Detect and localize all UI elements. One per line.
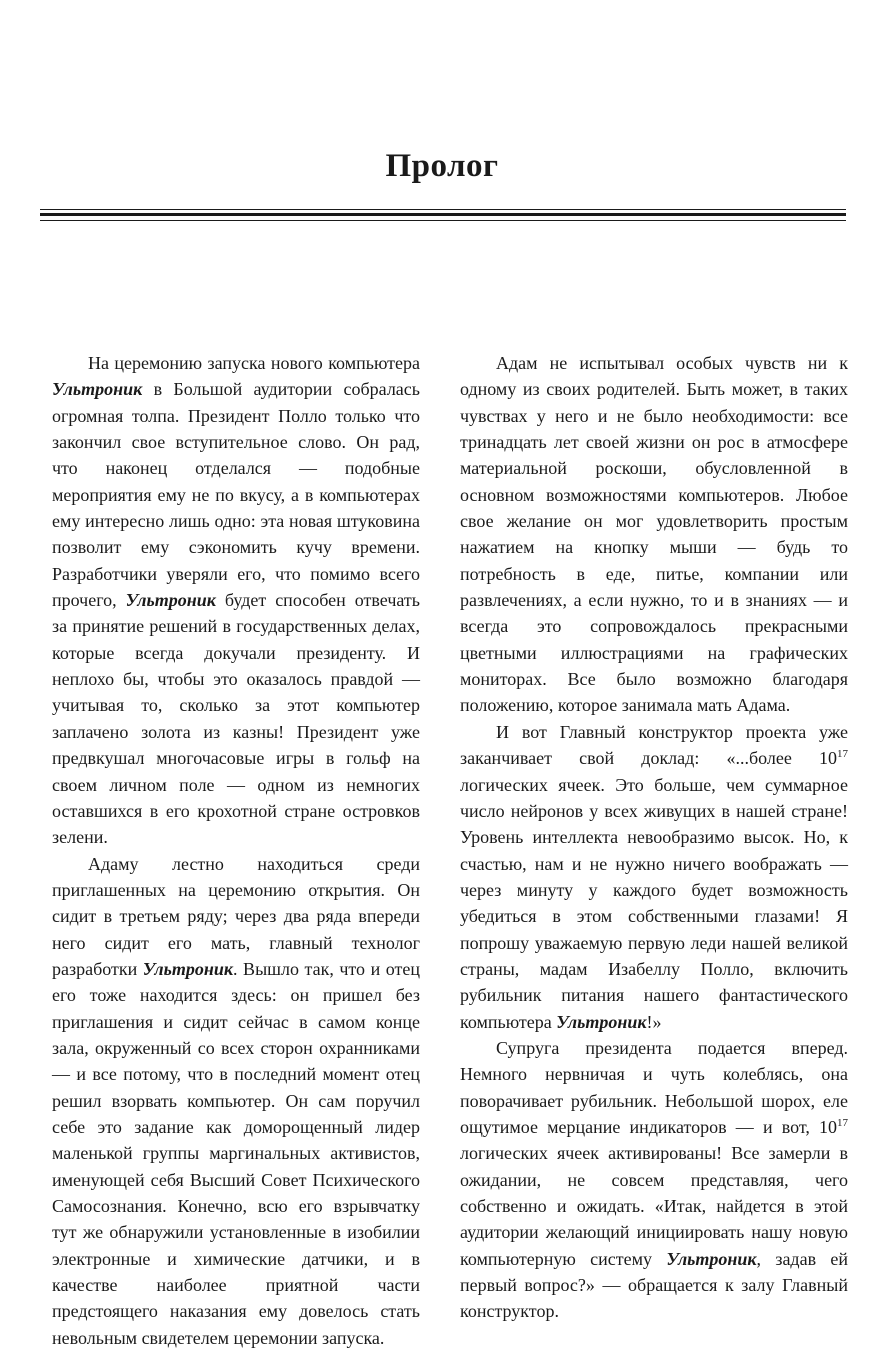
superscript: 17 <box>837 1116 848 1129</box>
paragraph: И вот Главный конструктор проекта уже заканчивает свой доклад: «...более $10^{17}$ логических ячеек. Это больше, чем суммарное число нейронов у всех живущих в нашей стране! Уровень интеллекта невообразимо высок. Но, к счастью, нам и не нужно ничего воображать — через минуту у каждого будет возможность убедиться в этом собственными глазами! Я попрошу уважаемую первую леди нашей великой страны, мадам Изабеллу Полло, включить рубильник питания нашего фантастического компьютера Ультроник!» <box>460 721 848 1032</box>
emphasis: Ультроник <box>142 958 234 979</box>
emphasis: Ультроник <box>556 1011 647 1032</box>
header-rule-middle <box>40 213 846 216</box>
page-title: Пролог <box>385 148 499 184</box>
paragraph: Адаму лестно находиться среди приглашенных на церемонию открытия. Он сидит в третьем ряду; через два ряда впереди него сидит его мать, главный технолог разработки Ультроник. Вышло так, что и отец его тоже находится здесь: он пришел без приглашения и сидит сейчас в самом конце зала, окруженный со всех сторон охранниками — и все потому, что в последний момент отец решил взорвать компьютер. Он сам поручил себе это задание как доморощенный лидер маленькой группы маргинальных активистов, именующей себя Высший Совет Психического Самосознания. Конечно, всю его взрывчатку тут же обнаружили установленные в изобилии электронные и химические датчики, и в качестве наиболее приятной части предстоящего наказания ему довелось стать невольным свидетелем церемонии запуска. <box>52 853 421 1348</box>
header-rule-bottom <box>40 220 846 221</box>
emphasis: Ультроник <box>52 379 143 400</box>
superscript: 17 <box>837 748 848 761</box>
header-rule-top <box>40 209 846 210</box>
emphasis: Ультроник <box>666 1248 757 1269</box>
paragraph: Супруга президента подается вперед. Немного нервничая и чуть колеблясь, она поворачивает рубильник. Небольшой шорох, еле ощутимое мерцание индикаторов — и вот, $10^{17}$ логических ячеек активированы! Все замерли в ожидании, не совсем представляя, чего собственно и ожидать. «Итак, найдется в этой аудитории желающий инициировать нашу новую компьютерную систему Ультроник, задав ей первый вопрос?» — обращается к залу Главный конструктор. <box>460 1037 848 1322</box>
paragraph: На церемонию запуска нового компьютера Ультроник в Большой аудитории собралась огромная толпа. Президент Полло только что закончил свое вступительное слово. Он рад, что наконец отделался — подобные мероприятия ему не по вкусу, а в компьютерах ему интересно лишь одно: эта новая штуковина позволит ему сэкономить кучу времени. Разработчики уверяли его, что помимо всего прочего, Ультроник будет способен отвечать за принятие решений в государственных делах, которые всегда докучали президенту. И неплохо бы, чтобы это оказалось правдой — учитывая то, сколько за этот компьютер заплачено золота из казны! Президент уже предвкушал многочасовые игры в гольф на своем личном поле — одном из немногих оставшихся в его крохотной стране островков зелени. <box>52 353 420 848</box>
left-column <box>52 350 420 1351</box>
emphasis: Ультроник <box>125 590 216 611</box>
paragraph: Адам не испытывал особых чувств ни к одному из своих родителей. Быть может, в таких чувствах у него и не было необходимости: все тринадцать лет своей жизни он рос в атмосфере материальной роскоши, обусловленной в основном возможностями компьютеров. Любое свое желание он мог удовлетворить простым нажатием на кнопку мыши — будь то потребность в еде, питье, компании или развлечениях, а если нужно, то и в знаниях — и всегда это сопровождалось прекрасными цветными иллюстрациями на графических мониторах. Все было возможно благодаря положению, которое занимала мать Адама. <box>460 353 848 716</box>
right-column <box>460 350 848 1325</box>
